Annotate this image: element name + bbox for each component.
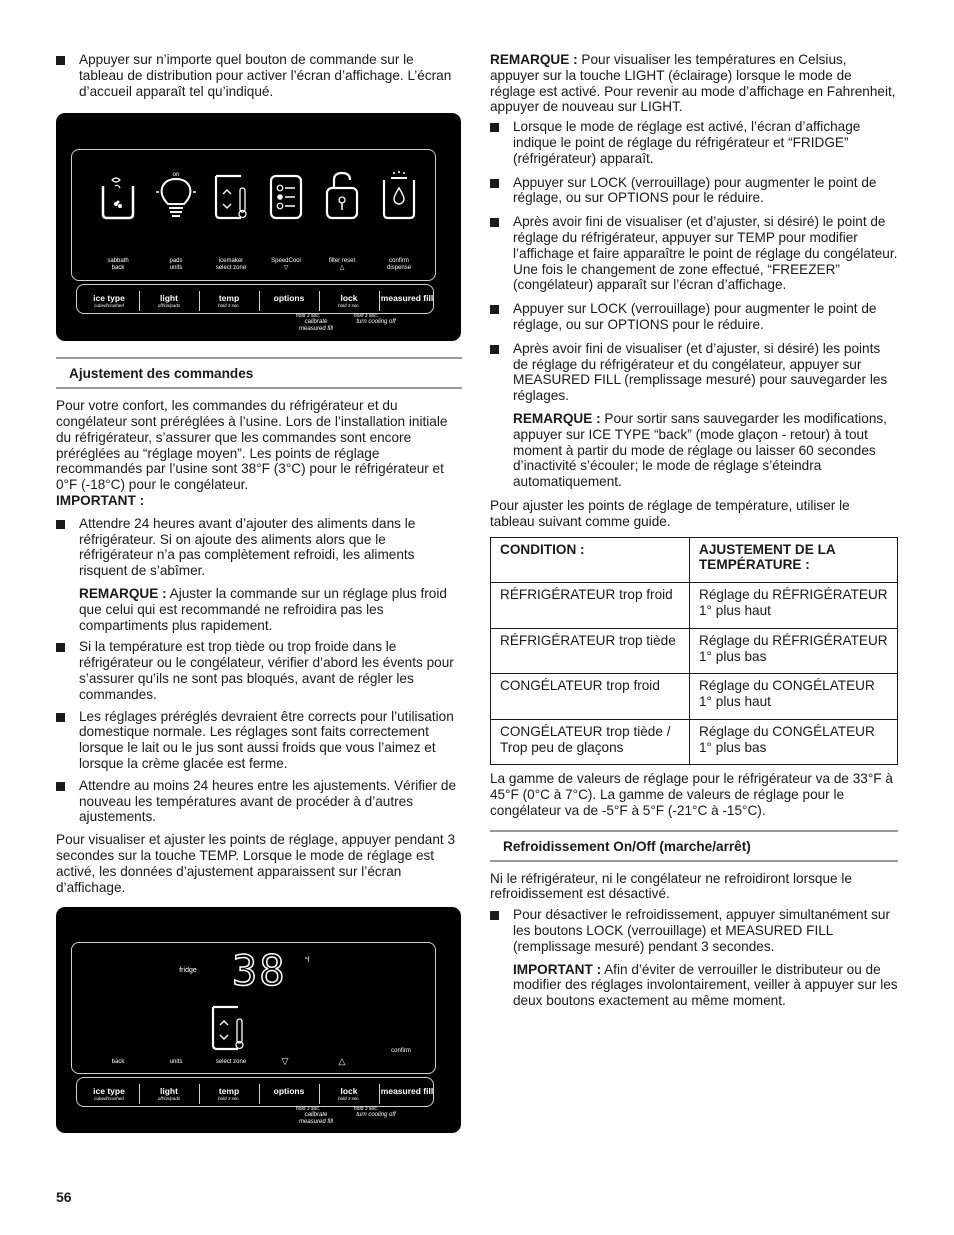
- dispense-icon: [381, 170, 417, 222]
- para-ranges: La gamme de valeurs de réglage pour le réfrigérateur va de 33°F à 45°F (0°C à 7°C). La gamme de valeurs de réglage pour le congélateur va de -5°F à 5°F (-21°C à -15°C).: [490, 771, 893, 819]
- table-cell: Réglage du RÉFRIGÉRATEUR 1° plus bas: [690, 628, 898, 674]
- intro-bullet: Appuyer sur n’importe quel bouton de commande sur le tableau de distribution pour activer l’écran d’affichage. L’écran d’accueil apparaît tel qu’indiqué.: [56, 52, 462, 99]
- speedcool-icon: [268, 174, 304, 222]
- bullet-disable-cooling: Pour désactiver le refroidissement, appuyer simultanément sur les boutons LOCK (verrouillage) et MEASURED FILL (remplissage mesuré) pendant 3 secondes.: [490, 907, 898, 954]
- table-cell: RÉFRIGÉRATEUR trop tiède: [491, 628, 690, 674]
- temp-button[interactable]: temp hold 3 sec.: [218, 1086, 240, 1102]
- table-row: [491, 583, 898, 629]
- table-header-row: [491, 537, 898, 583]
- bullet-wait-between: Attendre au moins 24 heures entre les ajustements. Vérifier de nouveau les températures avant de procéder à d’autres ajustements.: [56, 778, 462, 825]
- options-button[interactable]: options: [273, 293, 305, 304]
- section-heading-adjust: Ajustement des commandes: [56, 357, 462, 389]
- bullet-lock-options-2: Appuyer sur LOCK (verrouillage) pour augmenter le point de réglage, ou sur OPTIONS pour le réduire.: [490, 301, 898, 333]
- button-bar: [76, 284, 434, 314]
- table-cell: CONGÉLATEUR trop tiède / Trop peu de glaçons: [491, 719, 690, 765]
- remark-celsius: REMARQUE : Pour visualiser les températures en Celsius, appuyer sur la touche LIGHT (éclairage) lorsque le mode de réglage est activé. Pour revenir au mode d’affichage en Fahrenheit, appuyer de nouveau sur LIGHT.: [490, 52, 896, 115]
- icemaker-icon: [213, 174, 249, 222]
- confirm-label: confirm: [391, 1048, 411, 1055]
- temp-button[interactable]: temp hold 3 sec.: [218, 293, 240, 309]
- para-cooling-off: Ni le réfrigérateur, ni le congélateur ne refroidiront lorsque le refroidissement est désactivé.: [490, 870, 852, 902]
- table-row: [491, 628, 898, 674]
- units-label: units: [169, 1059, 183, 1066]
- temp-digits: 38: [232, 946, 287, 996]
- bullet-check-vents: Si la température est trop tiède ou trop froide dans le réfrigérateur ou le congélateur, vérifier d’abord les évents pour s’assurer qu’ils ne sont pas bloqués, avant de régler les commandes.: [56, 639, 462, 702]
- zone-label: fridge: [179, 967, 197, 975]
- table-row: [491, 719, 898, 765]
- hold-label-left: hold 3 sec.: [295, 1106, 321, 1113]
- icon-label-speedcool: SpeedCool ▽: [271, 258, 301, 272]
- measured-fill-button[interactable]: measured fill: [380, 293, 434, 304]
- table-header: CONDITION :: [491, 537, 690, 583]
- hold-label-right: hold 3 sec.: [353, 313, 379, 320]
- lock-icon: [324, 170, 360, 222]
- display-screen-adjust: [71, 942, 436, 1074]
- hold-label-right: hold 3 sec.: [353, 1106, 379, 1113]
- remark-exit: REMARQUE : Pour sortir sans sauvegarder les modifications, appuyer sur ICE TYPE “back” (mode glaçon - retour) à tout moment à partir du mode de réglage ou laisser 60 secondes d’inactivité s’écouler; le mode de réglage s’éteindra automatiquement.: [513, 410, 887, 490]
- measured-fill-button[interactable]: measured fill: [380, 1086, 434, 1097]
- table-cell: Réglage du CONGÉLATEUR 1° plus haut: [690, 674, 898, 720]
- section-heading-cooling: Refroidissement On/Off (marche/arrêt): [490, 830, 898, 862]
- table-cell: Réglage du CONGÉLATEUR 1° plus bas: [690, 719, 898, 765]
- hold-label-left: hold 3 sec.: [295, 313, 321, 320]
- icon-label-icemaker: icemaker select zone: [215, 258, 247, 272]
- remark-colder: REMARQUE : Ajuster la commande sur un réglage plus froid que celui qui est recommandé ne refroidira pas les compartiments plus rapidement.: [79, 585, 447, 633]
- bullet-wait-24h: Attendre 24 heures avant d’ajouter des aliments dans le réfrigérateur. Si on ajoute des aliments alors que le réfrigérateur n’a pas complètement refroidi, les aliments risquent de s’abîmer.: [56, 516, 462, 579]
- ice-type-button[interactable]: ice type cubed/crushed: [93, 1086, 125, 1102]
- display-screen: [71, 149, 436, 281]
- para-view-setpoints: Pour visualiser et ajuster les points de réglage, appuyer pendant 3 secondes sur la touche TEMP. Lorsque le mode de réglage est activé, les données d’ajustement apparaissent sur l’écran d’affichage.: [56, 832, 455, 895]
- back-label: back: [111, 1059, 125, 1066]
- bullet-fridge-setpoint: Lorsque le mode de réglage est activé, l’écran d’affichage indique le point de réglage du réfrigérateur et “FRIDGE” (réfrigérateur) apparaît.: [490, 119, 898, 166]
- light-button[interactable]: light off/on/pads: [157, 293, 181, 309]
- options-button[interactable]: options: [273, 1086, 305, 1097]
- ice-type-button[interactable]: ice type cubed/crushed: [93, 293, 125, 309]
- button-bar-adjust: [76, 1077, 434, 1107]
- select-zone-label: select zone: [215, 1059, 247, 1066]
- cooling-label: turn cooling off: [356, 1112, 396, 1119]
- bullet-temp-freezer: Après avoir fini de visualiser (et d’ajuster, si désiré) le point de réglage du réfrigérateur, appuyer sur TEMP pour modifier l’affichage et faire apparaître le point de réglage du congélateur. Une fois le changement de zone effectué, “FREEZER” (congélateur) apparaît sur l’écran d’affichage.: [490, 214, 898, 293]
- sabbath-icon: [100, 174, 136, 222]
- control-panel-adjust: [56, 907, 461, 1133]
- left-column: [56, 52, 462, 1133]
- icon-label-pads: pads units: [169, 258, 183, 272]
- on-indicator: on: [172, 172, 180, 179]
- icon-label-sabbath: sabbath back: [107, 258, 129, 272]
- bullet-preset-ok: Les réglages préréglés devraient être corrects pour l’utilisation domestique normale. Les réglages sont faits correctement lorsque le lait ou le jus sont aussi froids que vous l’aimez et lorsque la crème glacée est ferme.: [56, 709, 462, 772]
- control-panel-home: [56, 113, 461, 341]
- important-label: IMPORTANT :: [56, 492, 145, 508]
- light-bulb-icon: [154, 168, 198, 222]
- important-simultaneous: IMPORTANT : Afin d’éviter de verrouiller le distributeur ou de modifier des réglages involontairement, veiller à appuyer sur les deux boutons exactement au même moment.: [513, 961, 898, 1009]
- table-cell: RÉFRIGÉRATEUR trop froid: [491, 583, 690, 629]
- right-column: [490, 52, 898, 1009]
- unit-label: °f: [304, 957, 310, 965]
- table-row: [491, 674, 898, 720]
- page-number: 56: [56, 1189, 72, 1205]
- light-button[interactable]: light off/on/pads: [157, 1086, 181, 1102]
- lock-button[interactable]: lock hold 3 sec.: [338, 293, 360, 309]
- bullet-measured-fill: Après avoir fini de visualiser (et d’ajuster, si désiré) les points de réglage du réfrigérateur et du congélateur, appuyer sur MEASURED FILL (remplissage mesuré) pour sauvegarder les réglages.: [490, 341, 898, 404]
- calibrate-label: calibrate measured fill: [298, 319, 333, 333]
- icon-label-filter: filter reset △: [328, 258, 356, 272]
- lock-button[interactable]: lock hold 3 sec.: [338, 1086, 360, 1102]
- down-arrow-icon: ▽: [281, 1056, 289, 1067]
- bullet-lock-options-1: Appuyer sur LOCK (verrouillage) pour augmenter le point de réglage, ou sur OPTIONS pour le réduire.: [490, 175, 898, 207]
- table-cell: CONGÉLATEUR trop froid: [491, 674, 690, 720]
- table-cell: Réglage du RÉFRIGÉRATEUR 1° plus haut: [690, 583, 898, 629]
- table-header: AJUSTEMENT DE LA TEMPÉRATURE :: [690, 537, 898, 583]
- calibrate-label: calibrate measured fill: [298, 1112, 333, 1126]
- icon-label-confirm: confirm dispense: [386, 258, 412, 272]
- para-table-intro: Pour ajuster les points de réglage de température, utiliser le tableau suivant comme guide.: [490, 497, 850, 529]
- para-factory-settings: Pour votre confort, les commandes du réfrigérateur et du congélateur sont préréglées à l’usine. Lors de l’installation initiale du réfrigérateur, s’assurer que les commandes sont encore préréglées au “réglage moyen”. Les points de réglage recommandés par l’usine sont 38°F (3°C) pour le réfrigérateur et 0°F (-18°C) pour le congélateur.: [56, 398, 448, 493]
- up-arrow-icon: △: [338, 1056, 346, 1067]
- adjustment-table: [490, 537, 898, 766]
- icemaker-icon: [210, 1005, 246, 1053]
- cooling-label: turn cooling off: [356, 319, 396, 326]
